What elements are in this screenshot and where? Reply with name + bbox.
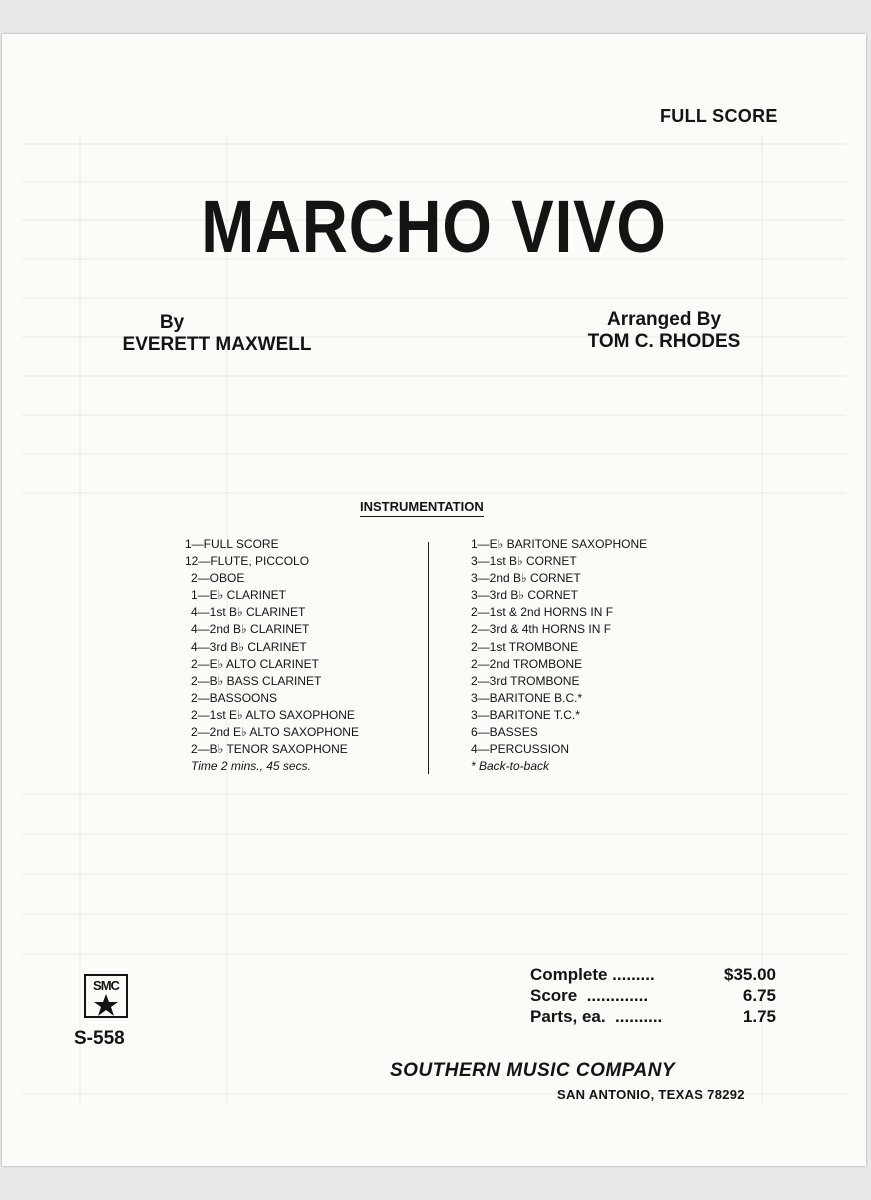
edition-label: FULL SCORE [660, 106, 778, 126]
price-value: $35.00 [724, 965, 776, 984]
instrument-item: 3—BARITONE T.C.* [471, 707, 580, 722]
instrument-item: 12—FLUTE, PICCOLO [185, 554, 310, 569]
instrument-item: 1—FULL SCORE [185, 537, 279, 551]
instrument-item: 2—B♭ BASS CLARINET [191, 673, 322, 688]
price-value: 6.75 [742, 986, 776, 1005]
instrument-item: 3—3rd B♭ CORNET [471, 588, 579, 603]
instrument-item: 1—E♭ CLARINET [191, 588, 287, 603]
instrument-item: 3—BARITONE B.C.* [471, 690, 583, 705]
instrument-item: 2—2nd E♭ ALTO SAXOPHONE [191, 725, 359, 740]
instrument-item: 1—E♭ BARITONE SAXOPHONE [471, 537, 648, 551]
instrument-item: 2—2nd TROMBONE [471, 656, 583, 671]
instrumentation-right-column [471, 536, 647, 775]
piece-title: MARCHO VIVO [201, 185, 667, 268]
instrument-item: 2—OBOE [191, 571, 245, 586]
instrument-item: 2—B♭ TENOR SAXOPHONE [191, 742, 348, 757]
instrument-item: 3—2nd B♭ CORNET [471, 571, 581, 586]
star-icon [93, 994, 119, 1016]
composer-name: EVERETT MAXWELL [122, 334, 312, 355]
instrument-item: 4—PERCUSSION [471, 742, 570, 757]
arranger-name: TOM C. RHODES [587, 331, 741, 352]
instrument-item: 6—BASSES [471, 725, 538, 740]
price-row-complete [530, 964, 776, 985]
publisher-address: SAN ANTONIO, TEXAS 78292 [557, 1087, 745, 1102]
price-value: 1.75 [742, 1007, 776, 1026]
price-list [530, 964, 776, 1027]
price-label: Parts, ea. .......... [530, 1007, 663, 1026]
instrumentation-heading: INSTRUMENTATION [360, 499, 484, 517]
column-divider [428, 542, 429, 774]
instrument-item: 2—3rd TROMBONE [471, 673, 580, 688]
catalog-number: S-558 [74, 1028, 125, 1049]
instrument-item: 2—E♭ ALTO CLARINET [191, 656, 319, 671]
publisher-logo [84, 974, 128, 1018]
duration-note: Time 2 mins., 45 secs. [191, 759, 311, 774]
instrument-item: 2—1st TROMBONE [471, 639, 579, 654]
instrument-item: 2—1st & 2nd HORNS IN F [471, 605, 614, 620]
instrument-item: 2—BASSOONS [191, 690, 278, 705]
arranger-block [574, 309, 754, 353]
back-to-back-note: * Back-to-back [471, 759, 550, 774]
instrument-item: 4—1st B♭ CLARINET [191, 605, 306, 620]
publisher-name: SOUTHERN MUSIC COMPANY [390, 1060, 676, 1081]
logo-text: SMC [93, 978, 119, 993]
instrument-item: 4—2nd B♭ CLARINET [191, 622, 310, 637]
instrument-item: 3—1st B♭ CORNET [471, 554, 577, 569]
instrumentation-left-column [185, 536, 359, 775]
instrument-item: 2—3rd & 4th HORNS IN F [471, 622, 612, 637]
composer-prefix: By [159, 312, 185, 333]
score-cover-page [2, 34, 866, 1166]
price-label: Complete ......... [530, 965, 655, 984]
composer-block [122, 312, 312, 356]
instrument-item: 4—3rd B♭ CLARINET [191, 639, 307, 654]
instrument-item: 2—1st E♭ ALTO SAXOPHONE [191, 707, 355, 722]
price-row-parts [530, 1006, 776, 1027]
arranger-prefix: Arranged By [606, 309, 722, 330]
price-label: Score ............. [530, 986, 649, 1005]
price-row-score [530, 985, 776, 1006]
